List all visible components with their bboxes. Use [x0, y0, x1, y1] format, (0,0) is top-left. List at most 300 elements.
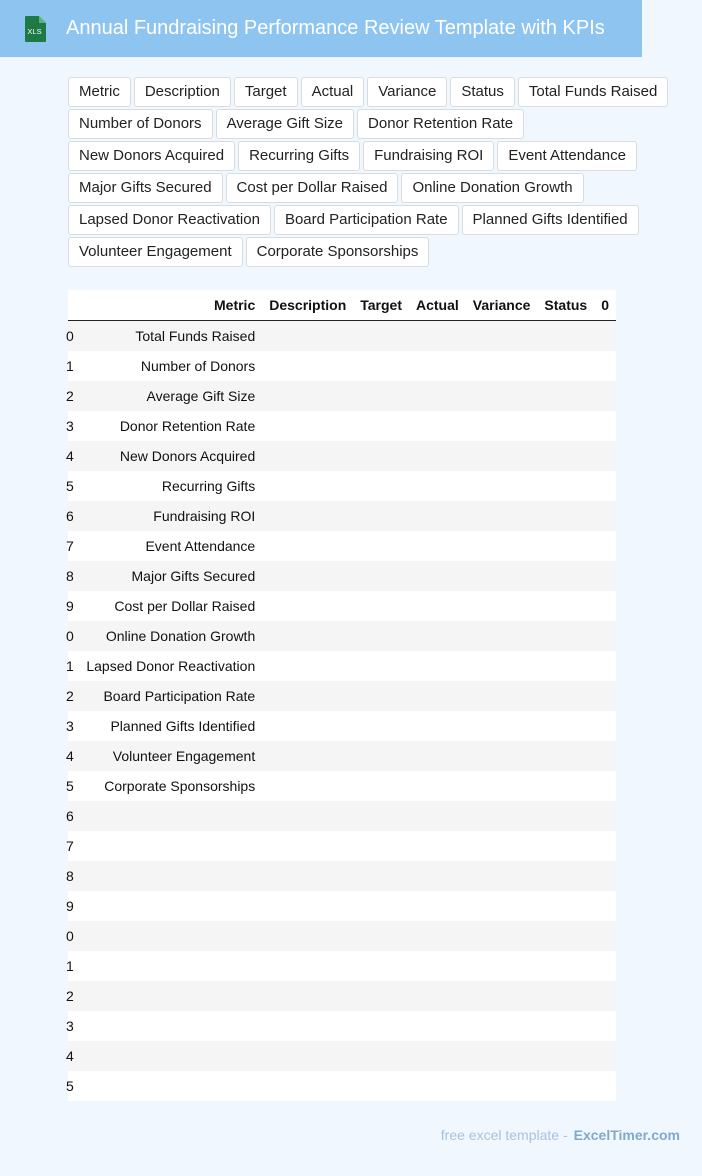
row-index: 4 [65, 448, 74, 464]
empty-cell [353, 1041, 409, 1071]
empty-cell [409, 561, 466, 591]
empty-cell [537, 441, 594, 471]
empty-cell [466, 981, 538, 1011]
empty-cell [537, 381, 594, 411]
empty-cell [353, 951, 409, 981]
table-row [68, 531, 616, 561]
metric-cell: Lapsed Donor Reactivation [72, 651, 262, 681]
metric-cell: Number of Donors [72, 351, 262, 381]
metric-cell: Volunteer Engagement [72, 741, 262, 771]
column-tag[interactable]: Donor Retention Rate [357, 109, 524, 139]
empty-cell [262, 651, 353, 681]
empty-cell [353, 711, 409, 741]
column-tag[interactable]: Planned Gifts Identified [462, 205, 639, 235]
empty-cell [409, 471, 466, 501]
empty-cell [353, 741, 409, 771]
metric-cell: Fundraising ROI [72, 501, 262, 531]
empty-cell [262, 441, 353, 471]
row-index: 6 [65, 508, 74, 524]
empty-cell [409, 591, 466, 621]
empty-cell [466, 321, 538, 352]
empty-cell [594, 1071, 616, 1101]
row-index: 8 [65, 868, 74, 884]
empty-cell [353, 501, 409, 531]
metric-cell [72, 1071, 262, 1101]
empty-cell [466, 471, 538, 501]
empty-cell [537, 921, 594, 951]
table-header-row [68, 290, 616, 321]
empty-cell [537, 1011, 594, 1041]
empty-cell [594, 351, 616, 381]
table-row [68, 801, 616, 831]
empty-cell [466, 921, 538, 951]
column-tag[interactable]: Actual [301, 77, 365, 107]
empty-cell [537, 351, 594, 381]
empty-cell [594, 831, 616, 861]
empty-cell [353, 441, 409, 471]
row-index-cell [65, 591, 74, 621]
empty-cell [262, 831, 353, 861]
empty-cell [537, 1071, 594, 1101]
empty-cell [262, 921, 353, 951]
row-index-cell [65, 891, 74, 921]
metric-cell [72, 831, 262, 861]
empty-cell [262, 771, 353, 801]
empty-cell [262, 801, 353, 831]
empty-cell [594, 651, 616, 681]
metric-cell: Online Donation Growth [72, 621, 262, 651]
row-index: 0 [65, 328, 74, 344]
empty-cell [262, 711, 353, 741]
metric-cell [72, 951, 262, 981]
empty-cell [409, 381, 466, 411]
column-tag[interactable]: Metric [68, 77, 131, 107]
empty-cell [466, 801, 538, 831]
column-header: 0 [594, 290, 616, 321]
empty-cell [537, 1041, 594, 1071]
row-index: 3 [65, 1018, 74, 1034]
row-index-cell [65, 981, 74, 1011]
empty-cell [353, 411, 409, 441]
index-header [68, 290, 72, 321]
row-index: 9 [65, 598, 74, 614]
empty-cell [262, 1041, 353, 1071]
column-tag[interactable]: Board Participation Rate [274, 205, 459, 235]
empty-cell [594, 621, 616, 651]
empty-cell [466, 831, 538, 861]
empty-cell [594, 711, 616, 741]
column-tag[interactable]: Target [234, 77, 298, 107]
empty-cell [466, 1011, 538, 1041]
empty-cell [466, 681, 538, 711]
metric-cell [72, 921, 262, 951]
empty-cell [262, 981, 353, 1011]
row-index: 0 [65, 628, 74, 644]
column-header: Actual [409, 290, 466, 321]
metric-cell [72, 981, 262, 1011]
empty-cell [262, 891, 353, 921]
empty-cell [466, 651, 538, 681]
column-tag[interactable]: Corporate Sponsorships [246, 237, 430, 267]
footer-text: free excel template - [440, 1127, 568, 1143]
row-index: 6 [65, 808, 74, 824]
empty-cell [537, 411, 594, 441]
empty-cell [409, 351, 466, 381]
empty-cell [537, 591, 594, 621]
row-index-cell [65, 381, 74, 411]
table-row [68, 351, 616, 381]
empty-cell [594, 471, 616, 501]
empty-cell [409, 501, 466, 531]
empty-cell [409, 321, 466, 352]
empty-cell [353, 921, 409, 951]
row-index: 1 [65, 358, 74, 374]
metric-cell: Major Gifts Secured [72, 561, 262, 591]
excel-file-icon-label: XLS [27, 27, 42, 36]
table-row [68, 831, 616, 861]
empty-cell [409, 771, 466, 801]
empty-cell [353, 981, 409, 1011]
row-index: 9 [65, 898, 74, 914]
metric-cell: New Donors Acquired [72, 441, 262, 471]
empty-cell [594, 1041, 616, 1071]
row-index-cell [65, 831, 74, 861]
empty-cell [466, 561, 538, 591]
table-row [68, 1071, 616, 1101]
table-row [68, 381, 616, 411]
empty-cell [353, 381, 409, 411]
row-index-cell [65, 921, 74, 951]
row-index-cell [65, 1071, 74, 1101]
empty-cell [594, 501, 616, 531]
row-index-cell [65, 501, 74, 531]
table-row [68, 711, 616, 741]
column-header: Metric [72, 290, 262, 321]
empty-cell [262, 531, 353, 561]
empty-cell [537, 741, 594, 771]
column-tag[interactable]: Status [450, 77, 515, 107]
title-bar [0, 0, 642, 57]
row-index-cell [65, 351, 74, 381]
empty-cell [353, 891, 409, 921]
empty-cell [537, 771, 594, 801]
empty-cell [466, 381, 538, 411]
table-row [68, 591, 616, 621]
column-tag[interactable]: Online Donation Growth [401, 173, 583, 203]
row-index: 2 [65, 988, 74, 1004]
empty-cell [594, 591, 616, 621]
column-tag[interactable]: Number of Donors [68, 109, 213, 139]
table-row [68, 561, 616, 591]
column-tag[interactable]: Recurring Gifts [238, 141, 360, 171]
empty-cell [466, 711, 538, 741]
row-index-cell [65, 1011, 74, 1041]
empty-cell [466, 501, 538, 531]
row-index-cell [65, 561, 74, 591]
empty-cell [353, 351, 409, 381]
empty-cell [409, 981, 466, 1011]
metric-cell: Total Funds Raised [72, 321, 262, 352]
row-index: 1 [65, 658, 74, 674]
empty-cell [594, 921, 616, 951]
empty-cell [537, 531, 594, 561]
empty-cell [537, 321, 594, 352]
empty-cell [262, 861, 353, 891]
empty-cell [262, 1071, 353, 1101]
empty-cell [537, 621, 594, 651]
footer-brand-link[interactable]: ExcelTimer.com [573, 1127, 680, 1143]
metric-cell [72, 861, 262, 891]
row-index-cell [65, 321, 74, 352]
column-tag[interactable]: Major Gifts Secured [68, 173, 223, 203]
table-row [68, 621, 616, 651]
row-index-cell [65, 1041, 74, 1071]
row-index: 2 [65, 388, 74, 404]
column-tag[interactable]: Event Attendance [497, 141, 637, 171]
excel-file-icon [20, 14, 50, 44]
empty-cell [537, 651, 594, 681]
page-title: Annual Fundraising Performance Review Template with KPIs [66, 17, 605, 39]
row-index: 1 [65, 958, 74, 974]
table-row [68, 651, 616, 681]
metric-cell [72, 1011, 262, 1041]
row-index-cell [65, 651, 74, 681]
empty-cell [353, 591, 409, 621]
empty-cell [409, 681, 466, 711]
row-index-cell [65, 801, 74, 831]
empty-cell [594, 801, 616, 831]
empty-cell [594, 861, 616, 891]
empty-cell [466, 951, 538, 981]
data-table-container [65, 290, 616, 1101]
empty-cell [594, 771, 616, 801]
empty-cell [353, 801, 409, 831]
empty-cell [262, 621, 353, 651]
empty-cell [537, 861, 594, 891]
empty-cell [594, 411, 616, 441]
empty-cell [594, 561, 616, 591]
empty-cell [466, 1041, 538, 1071]
column-tag-list [68, 77, 688, 269]
row-index-cell [65, 471, 74, 501]
empty-cell [409, 1041, 466, 1071]
empty-cell [353, 531, 409, 561]
empty-cell [353, 831, 409, 861]
empty-cell [409, 831, 466, 861]
column-tag[interactable]: Fundraising ROI [363, 141, 494, 171]
empty-cell [466, 771, 538, 801]
empty-cell [409, 1011, 466, 1041]
empty-cell [466, 351, 538, 381]
column-tag[interactable]: Average Gift Size [216, 109, 354, 139]
table-row [68, 861, 616, 891]
empty-cell [409, 891, 466, 921]
empty-cell [466, 411, 538, 441]
empty-cell [594, 981, 616, 1011]
empty-cell [466, 531, 538, 561]
empty-cell [466, 861, 538, 891]
empty-cell [353, 321, 409, 352]
empty-cell [537, 981, 594, 1011]
empty-cell [409, 441, 466, 471]
empty-cell [466, 591, 538, 621]
empty-cell [409, 1071, 466, 1101]
empty-cell [262, 321, 353, 352]
empty-cell [594, 321, 616, 352]
column-tag[interactable]: Description [134, 77, 231, 107]
row-index-cell [65, 741, 74, 771]
column-tag[interactable]: Lapsed Donor Reactivation [68, 205, 271, 235]
data-table [65, 290, 616, 1101]
table-row [68, 741, 616, 771]
empty-cell [353, 471, 409, 501]
empty-cell [594, 891, 616, 921]
row-index: 7 [65, 838, 74, 854]
metric-cell [72, 891, 262, 921]
row-index: 3 [65, 718, 74, 734]
empty-cell [594, 681, 616, 711]
empty-cell [409, 741, 466, 771]
row-index-cell [65, 861, 74, 891]
empty-cell [262, 1011, 353, 1041]
empty-cell [409, 411, 466, 441]
empty-cell [537, 801, 594, 831]
table-row [68, 921, 616, 951]
metric-cell: Average Gift Size [72, 381, 262, 411]
empty-cell [537, 891, 594, 921]
row-index: 4 [65, 1048, 74, 1064]
empty-cell [466, 1071, 538, 1101]
empty-cell [409, 651, 466, 681]
empty-cell [466, 441, 538, 471]
row-index-cell [65, 621, 74, 651]
column-header: Description [262, 290, 353, 321]
empty-cell [353, 561, 409, 591]
empty-cell [353, 861, 409, 891]
row-index-cell [65, 681, 74, 711]
metric-cell [72, 1041, 262, 1071]
empty-cell [409, 531, 466, 561]
empty-cell [466, 891, 538, 921]
column-tag[interactable]: Variance [367, 77, 447, 107]
empty-cell [537, 561, 594, 591]
metric-cell: Planned Gifts Identified [72, 711, 262, 741]
empty-cell [409, 801, 466, 831]
empty-cell [353, 621, 409, 651]
metric-cell: Cost per Dollar Raised [72, 591, 262, 621]
row-index-cell [65, 711, 74, 741]
empty-cell [594, 741, 616, 771]
table-row [68, 951, 616, 981]
empty-cell [409, 621, 466, 651]
row-index: 5 [65, 1078, 74, 1094]
row-index: 2 [65, 688, 74, 704]
empty-cell [537, 501, 594, 531]
table-row [68, 1011, 616, 1041]
metric-cell: Recurring Gifts [72, 471, 262, 501]
empty-cell [353, 1011, 409, 1041]
empty-cell [466, 621, 538, 651]
empty-cell [262, 411, 353, 441]
column-tag[interactable]: Volunteer Engagement [68, 237, 243, 267]
row-index: 7 [65, 538, 74, 554]
empty-cell [594, 1011, 616, 1041]
table-row [68, 441, 616, 471]
empty-cell [262, 561, 353, 591]
empty-cell [594, 441, 616, 471]
empty-cell [594, 951, 616, 981]
table-row [68, 501, 616, 531]
table-row [68, 321, 616, 352]
row-index: 3 [65, 418, 74, 434]
empty-cell [262, 381, 353, 411]
column-tag[interactable]: New Donors Acquired [68, 141, 235, 171]
row-index: 8 [65, 568, 74, 584]
row-index: 5 [65, 478, 74, 494]
column-tag[interactable]: Cost per Dollar Raised [226, 173, 399, 203]
empty-cell [537, 831, 594, 861]
column-header: Target [353, 290, 409, 321]
metric-cell: Board Participation Rate [72, 681, 262, 711]
empty-cell [262, 471, 353, 501]
empty-cell [353, 771, 409, 801]
empty-cell [262, 591, 353, 621]
table-row [68, 771, 616, 801]
row-index-cell [65, 411, 74, 441]
metric-cell: Event Attendance [72, 531, 262, 561]
empty-cell [409, 861, 466, 891]
empty-cell [409, 951, 466, 981]
empty-cell [262, 681, 353, 711]
footer [441, 1127, 680, 1143]
table-row [68, 981, 616, 1011]
empty-cell [262, 741, 353, 771]
column-header: Status [537, 290, 594, 321]
empty-cell [353, 651, 409, 681]
empty-cell [537, 681, 594, 711]
row-index: 0 [65, 928, 74, 944]
table-row [68, 1041, 616, 1071]
column-header: Variance [466, 290, 538, 321]
column-tag[interactable]: Total Funds Raised [518, 77, 668, 107]
metric-cell [72, 801, 262, 831]
empty-cell [537, 471, 594, 501]
metric-cell: Corporate Sponsorships [72, 771, 262, 801]
row-index-cell [65, 531, 74, 561]
empty-cell [594, 381, 616, 411]
table-row [68, 891, 616, 921]
empty-cell [466, 741, 538, 771]
empty-cell [353, 681, 409, 711]
row-index-cell [65, 951, 74, 981]
empty-cell [409, 921, 466, 951]
empty-cell [262, 951, 353, 981]
empty-cell [594, 531, 616, 561]
empty-cell [262, 501, 353, 531]
row-index: 4 [65, 748, 74, 764]
row-index-cell [65, 441, 74, 471]
row-index-cell [65, 771, 74, 801]
table-row [68, 681, 616, 711]
empty-cell [537, 951, 594, 981]
empty-cell [537, 711, 594, 741]
metric-cell: Donor Retention Rate [72, 411, 262, 441]
empty-cell [353, 1071, 409, 1101]
empty-cell [409, 711, 466, 741]
row-index: 5 [65, 778, 74, 794]
table-row [68, 411, 616, 441]
empty-cell [262, 351, 353, 381]
